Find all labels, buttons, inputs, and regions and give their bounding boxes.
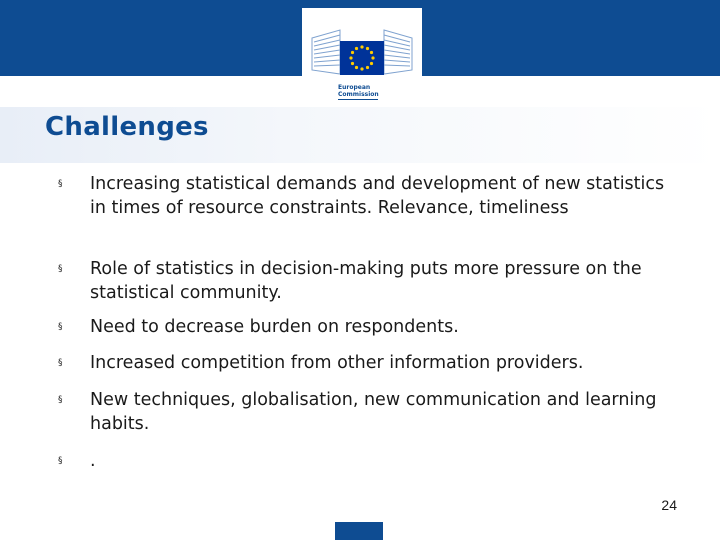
bullet-text: Increasing statistical demands and development of new statistics in times of resource constraints. Relevance, timeliness bbox=[90, 174, 665, 218]
bullet-text: New techniques, globalisation, new communication and learning habits. bbox=[90, 390, 657, 434]
logo-line-1: European bbox=[338, 84, 371, 91]
bullet-text: . bbox=[90, 451, 96, 471]
bullet-text: Increased competition from other information providers. bbox=[90, 353, 584, 373]
logo-wordmark bbox=[338, 84, 379, 98]
bullet-text: Role of statistics in decision-making puts more pressure on the statistical community. bbox=[90, 259, 642, 303]
bullet-marker: § bbox=[58, 456, 63, 466]
footer-tab bbox=[335, 522, 383, 540]
bullet-marker: § bbox=[58, 264, 63, 274]
logo-underline bbox=[338, 99, 378, 100]
logo-line-2: Commission bbox=[338, 91, 379, 98]
slide-title: Challenges bbox=[45, 112, 209, 142]
bullet-marker: § bbox=[58, 179, 63, 189]
bullet-marker: § bbox=[58, 322, 63, 332]
european-commission-logo bbox=[302, 8, 422, 104]
bullet-marker: § bbox=[58, 358, 63, 368]
bullet-marker: § bbox=[58, 395, 63, 405]
page-number: 24 bbox=[661, 497, 677, 513]
bullet-text: Need to decrease burden on respondents. bbox=[90, 317, 459, 337]
